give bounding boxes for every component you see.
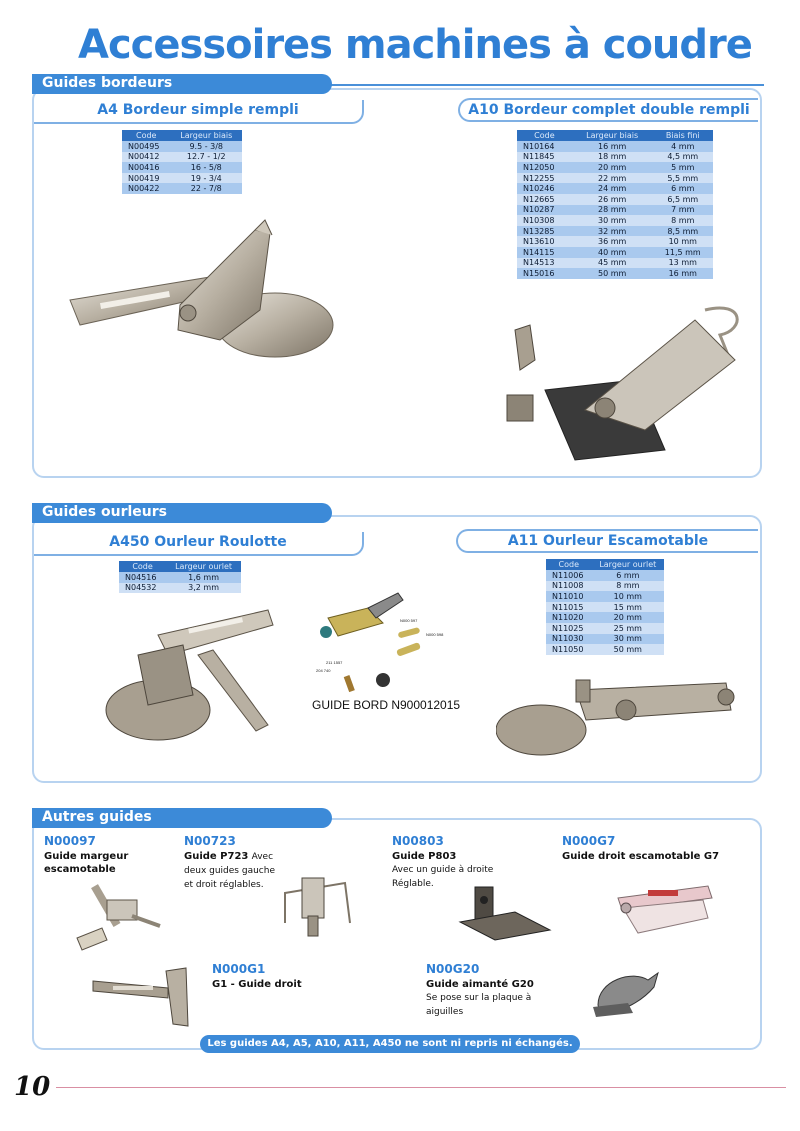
item-title: Guide margeur <box>44 851 129 862</box>
guide-margeur-illustration <box>72 878 167 953</box>
item-title: G1 - Guide droit <box>212 979 302 990</box>
table-cell: N04516 <box>119 572 166 583</box>
item-code: N00G20 <box>426 962 480 976</box>
table-row <box>517 205 713 216</box>
product-title-a4: A4 Bordeur simple rempli <box>34 100 364 124</box>
table-header: Code <box>546 559 592 570</box>
table-row <box>122 162 242 173</box>
a4-spec-table <box>122 130 242 194</box>
table-cell: N13610 <box>517 236 572 247</box>
table-header: Code <box>517 130 572 141</box>
item-title: Guide aimanté G20 <box>426 979 534 990</box>
item-desc: escamotable <box>44 864 116 875</box>
table-row <box>517 173 713 184</box>
table-row <box>122 152 242 163</box>
table-row <box>122 183 242 194</box>
item-title: Guide droit escamotable G7 <box>562 851 720 862</box>
table-row <box>517 226 713 237</box>
table-cell: N12050 <box>517 162 572 173</box>
table-cell: N00422 <box>122 183 171 194</box>
table-cell: N10308 <box>517 215 572 226</box>
guide-g7-illustration <box>608 878 718 938</box>
table-cell: 19 - 3/4 <box>171 173 243 184</box>
table-cell: 28 mm <box>572 205 653 216</box>
table-header: Code <box>119 561 166 572</box>
table-cell: 16 - 5/8 <box>171 162 243 173</box>
table-cell: 15 mm <box>592 602 664 613</box>
table-cell: N11010 <box>546 591 592 602</box>
table-row <box>119 572 241 583</box>
item-name <box>212 978 352 991</box>
table-cell: 22 - 7/8 <box>171 183 243 194</box>
table-row <box>517 247 713 258</box>
a10-binder-illustration <box>495 300 755 470</box>
table-header: Largeur biais <box>171 130 243 141</box>
table-cell: 50 mm <box>592 644 664 655</box>
table-cell: 8 mm <box>653 215 713 226</box>
table-cell: 5,5 mm <box>653 173 713 184</box>
item-desc: Avec un guide à droite Réglable. <box>392 865 494 889</box>
table-row <box>119 583 241 594</box>
table-cell: 20 mm <box>592 612 664 623</box>
table-cell: 3,2 mm <box>166 583 241 594</box>
table-header: Code <box>122 130 171 141</box>
table-cell: 8,5 mm <box>653 226 713 237</box>
table-cell: N11008 <box>546 581 592 592</box>
table-cell: N11025 <box>546 623 592 634</box>
table-cell: N10246 <box>517 183 572 194</box>
section-bar-bordeurs: Guides bordeurs <box>32 74 332 94</box>
table-row <box>546 644 664 655</box>
table-cell: 10 mm <box>653 236 713 247</box>
a11-spec-table <box>546 559 664 655</box>
table-cell: N04532 <box>119 583 166 594</box>
section-bar-ourleurs: Guides ourleurs <box>32 503 332 523</box>
table-cell: N15016 <box>517 268 572 279</box>
table-row <box>546 581 664 592</box>
table-row <box>517 183 713 194</box>
guide-p803-illustration <box>455 882 555 944</box>
item-code: N00803 <box>392 834 444 848</box>
table-row <box>122 173 242 184</box>
small-label: 204 740 <box>316 668 331 673</box>
table-cell: N00412 <box>122 152 171 163</box>
guide-bord-illustration <box>308 588 458 698</box>
table-row <box>546 570 664 581</box>
a450-hemmer-illustration <box>98 605 298 755</box>
small-label: N000 597 <box>400 618 418 623</box>
table-cell: N11006 <box>546 570 592 581</box>
table-header: Largeur ourlet <box>592 559 664 570</box>
table-cell: 9.5 - 3/8 <box>171 141 243 152</box>
item-name <box>184 850 284 892</box>
table-cell: 16 mm <box>572 141 653 152</box>
table-cell: N00419 <box>122 173 171 184</box>
table-cell: N14513 <box>517 258 572 269</box>
table-row <box>517 236 713 247</box>
table-cell: 25 mm <box>592 623 664 634</box>
table-cell: 6,5 mm <box>653 194 713 205</box>
table-row <box>517 194 713 205</box>
table-header: Biais fini <box>653 130 713 141</box>
guide-bord-image <box>308 588 461 713</box>
table-row <box>546 591 664 602</box>
table-cell: 26 mm <box>572 194 653 205</box>
table-cell: 8 mm <box>592 581 664 592</box>
a10-spec-table <box>517 130 713 279</box>
table-cell: 4 mm <box>653 141 713 152</box>
item-desc: Avec deux guides gauche et droit réglables. <box>184 852 275 890</box>
item-desc: Se pose sur la plaque à aiguilles <box>426 993 532 1017</box>
table-cell: N10287 <box>517 205 572 216</box>
table-row <box>546 612 664 623</box>
table-cell: N12665 <box>517 194 572 205</box>
table-row <box>122 141 242 152</box>
table-cell: N00495 <box>122 141 171 152</box>
footer-note: Les guides A4, A5, A10, A11, A450 ne sont ni repris ni échangés. <box>200 1035 580 1053</box>
table-cell: 12.7 - 1/2 <box>171 152 243 163</box>
a11-hemmer-illustration <box>496 675 756 765</box>
table-cell: 13 mm <box>653 258 713 269</box>
table-cell: N11845 <box>517 152 572 163</box>
table-cell: 50 mm <box>572 268 653 279</box>
table-header: Largeur ourlet <box>166 561 241 572</box>
product-title-a10: A10 Bordeur complet double rempli <box>458 98 758 122</box>
table-cell: 10 mm <box>592 591 664 602</box>
item-name <box>44 850 164 876</box>
table-cell: N11015 <box>546 602 592 613</box>
table-row <box>517 152 713 163</box>
table-cell: 5 mm <box>653 162 713 173</box>
table-cell: 20 mm <box>572 162 653 173</box>
guide-bord-caption: GUIDE BORD N900012015 <box>312 698 461 712</box>
table-cell: 7 mm <box>653 205 713 216</box>
table-row <box>517 215 713 226</box>
item-code: N000G7 <box>562 834 616 848</box>
table-row <box>546 623 664 634</box>
guide-p723-illustration <box>270 868 360 943</box>
table-cell: N00416 <box>122 162 171 173</box>
table-cell: 16 mm <box>653 268 713 279</box>
table-cell: 36 mm <box>572 236 653 247</box>
item-code: N00097 <box>44 834 96 848</box>
small-label: N000 598 <box>426 632 444 637</box>
table-cell: 6 mm <box>653 183 713 194</box>
table-cell: 6 mm <box>592 570 664 581</box>
table-cell: 1,6 mm <box>166 572 241 583</box>
table-cell: 30 mm <box>592 634 664 645</box>
item-code: N00723 <box>184 834 236 848</box>
table-row <box>546 634 664 645</box>
a4-binder-illustration <box>60 215 340 365</box>
table-cell: 22 mm <box>572 173 653 184</box>
a450-spec-table <box>119 561 241 593</box>
table-cell: N11050 <box>546 644 592 655</box>
table-cell: 24 mm <box>572 183 653 194</box>
table-row <box>517 162 713 173</box>
product-title-a450: A450 Ourleur Roulotte <box>34 532 364 556</box>
table-cell: 30 mm <box>572 215 653 226</box>
small-label: 211 1557 <box>326 660 343 665</box>
table-cell: 45 mm <box>572 258 653 269</box>
section-bar-autres: Autres guides <box>32 808 332 828</box>
table-row <box>517 258 713 269</box>
table-cell: N14115 <box>517 247 572 258</box>
item-title: Guide P723 <box>184 851 249 862</box>
table-header: Largeur biais <box>572 130 653 141</box>
guide-g1-illustration <box>88 966 198 1028</box>
page-number: 10 <box>14 1072 51 1102</box>
table-cell: N11030 <box>546 634 592 645</box>
guide-g20-illustration <box>588 965 663 1020</box>
table-row <box>517 268 713 279</box>
table-cell: 4,5 mm <box>653 152 713 163</box>
item-name <box>426 978 566 1019</box>
table-cell: 18 mm <box>572 152 653 163</box>
table-cell: N10164 <box>517 141 572 152</box>
item-title: Guide P803 <box>392 851 457 862</box>
item-name <box>562 850 762 863</box>
table-cell: 11,5 mm <box>653 247 713 258</box>
item-code: N000G1 <box>212 962 266 976</box>
table-cell: 32 mm <box>572 226 653 237</box>
table-cell: 40 mm <box>572 247 653 258</box>
page-title: Accessoires machines à coudre <box>78 22 752 68</box>
table-cell: N11020 <box>546 612 592 623</box>
table-cell: N12255 <box>517 173 572 184</box>
bottom-rule <box>56 1087 786 1088</box>
table-row <box>517 141 713 152</box>
product-title-a11: A11 Ourleur Escamotable <box>456 529 758 553</box>
table-row <box>546 602 664 613</box>
table-cell: N13285 <box>517 226 572 237</box>
